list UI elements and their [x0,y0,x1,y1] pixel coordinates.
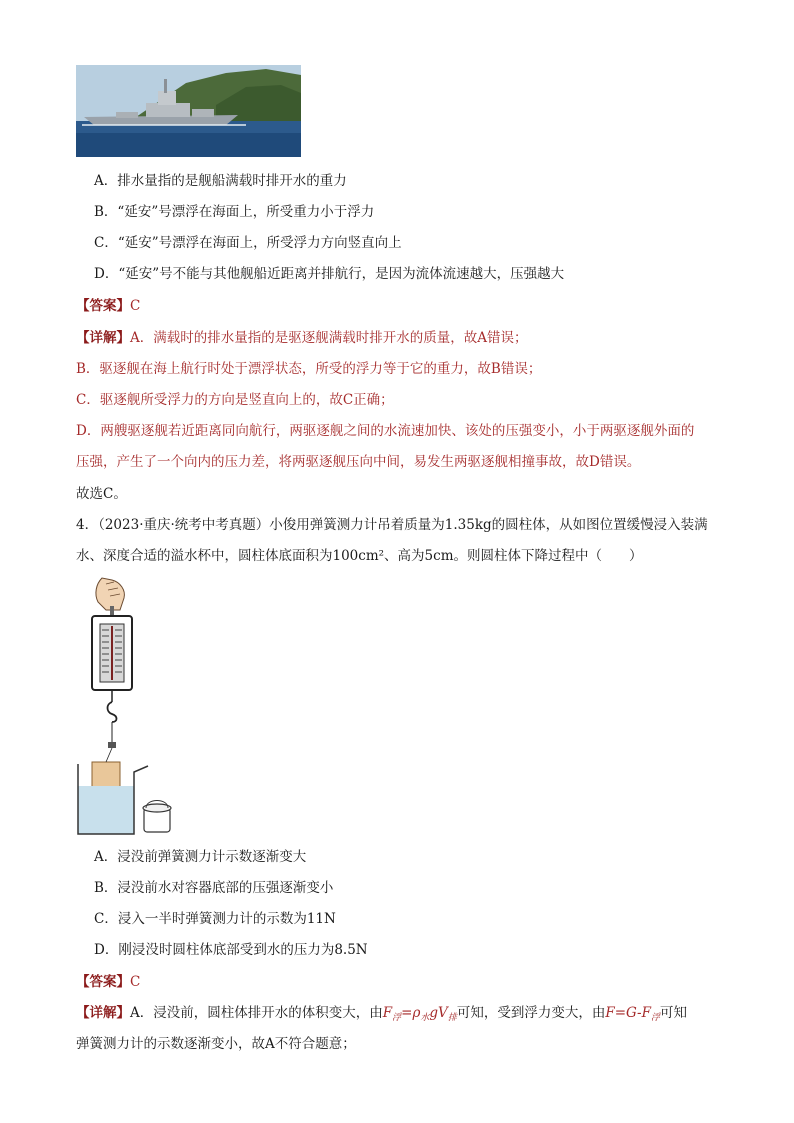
detail-label: 【详解】 [76,330,130,346]
answer-value: C [130,974,141,990]
q3-answer [76,297,140,315]
q3-conclusion: 故选C。 [76,486,127,502]
detail-text: 可知 [660,1005,687,1021]
q3-detail-b: B．驱逐舰在海上航行时处于漂浮状态，所受的浮力等于它的重力，故B错误； [76,361,542,377]
q4-answer [76,973,140,991]
force-formula: $F=G-F_浮$ [605,1005,660,1023]
answer-label: 【答案】 [76,974,130,990]
detail-text: A．浸没前，圆柱体排开水的体积变大，由 [130,1005,383,1021]
q3-detail-d2: 压强，产生了一个向内的压力差，将两驱逐舰压向中间，易发生两驱逐舰相撞事故，故D错误。 [76,454,641,470]
q3-detail-a [76,329,528,347]
q3-option-b: B．“延安”号漂浮在海面上，所受重力小于浮力 [94,204,375,220]
q4-option-c: C．浸入一半时弹簧测力计的示数为11N [94,911,336,927]
destroyer-photo [76,65,301,157]
answer-label: 【答案】 [76,298,130,314]
detail-text: 可知，受到浮力变大，由 [456,1005,606,1021]
q4-option-a: A．浸没前弹簧测力计示数逐渐变大 [94,849,307,865]
q4-detail-a-line2: 弹簧测力计的示数逐渐变小，故A不符合题意； [76,1036,356,1052]
q3-option-d: D．“延安”号不能与其他舰船近距离并排航行，是因为流体流速越大，压强越大 [94,266,565,282]
q3-detail-d1: D．两艘驱逐舰若近距离同向航行，两驱逐舰之间的水流速加快、该处的压强变小，小于两驱逐舰外面的 [76,423,695,439]
spring-scale-figure [76,576,186,838]
q4-detail-a [76,1004,687,1027]
q4-option-b: B．浸没前水对容器底部的压强逐渐变小 [94,880,334,896]
detail-text: A．满载时的排水量指的是驱逐舰满载时排开水的质量，故A错误； [130,330,528,346]
q4-stem-line2: 水、深度合适的溢水杯中，圆柱体底面积为100cm²、高为5cm。则圆柱体下降过程中（ ） [76,548,643,564]
q4-option-d: D．刚浸没时圆柱体底部受到水的压力为8.5N [94,942,368,958]
q3-option-c: C．“延安”号漂浮在海面上，所受浮力方向竖直向上 [94,235,402,251]
answer-value: C [130,298,141,314]
q3-detail-c: C．驱逐舰所受浮力的方向是竖直向上的，故C正确； [76,392,394,408]
q3-option-a: A．排水量指的是舰船满载时排开水的重力 [94,173,347,189]
detail-label: 【详解】 [76,1005,130,1021]
q4-stem-line1: 4．（2023·重庆·统考中考真题）小俊用弹簧测力计吊着质量为1.35kg的圆柱体，从如图位置缓慢浸入装满 [76,517,708,533]
buoyancy-formula: $F_浮=\rho_水gV_排$ [382,1005,457,1023]
